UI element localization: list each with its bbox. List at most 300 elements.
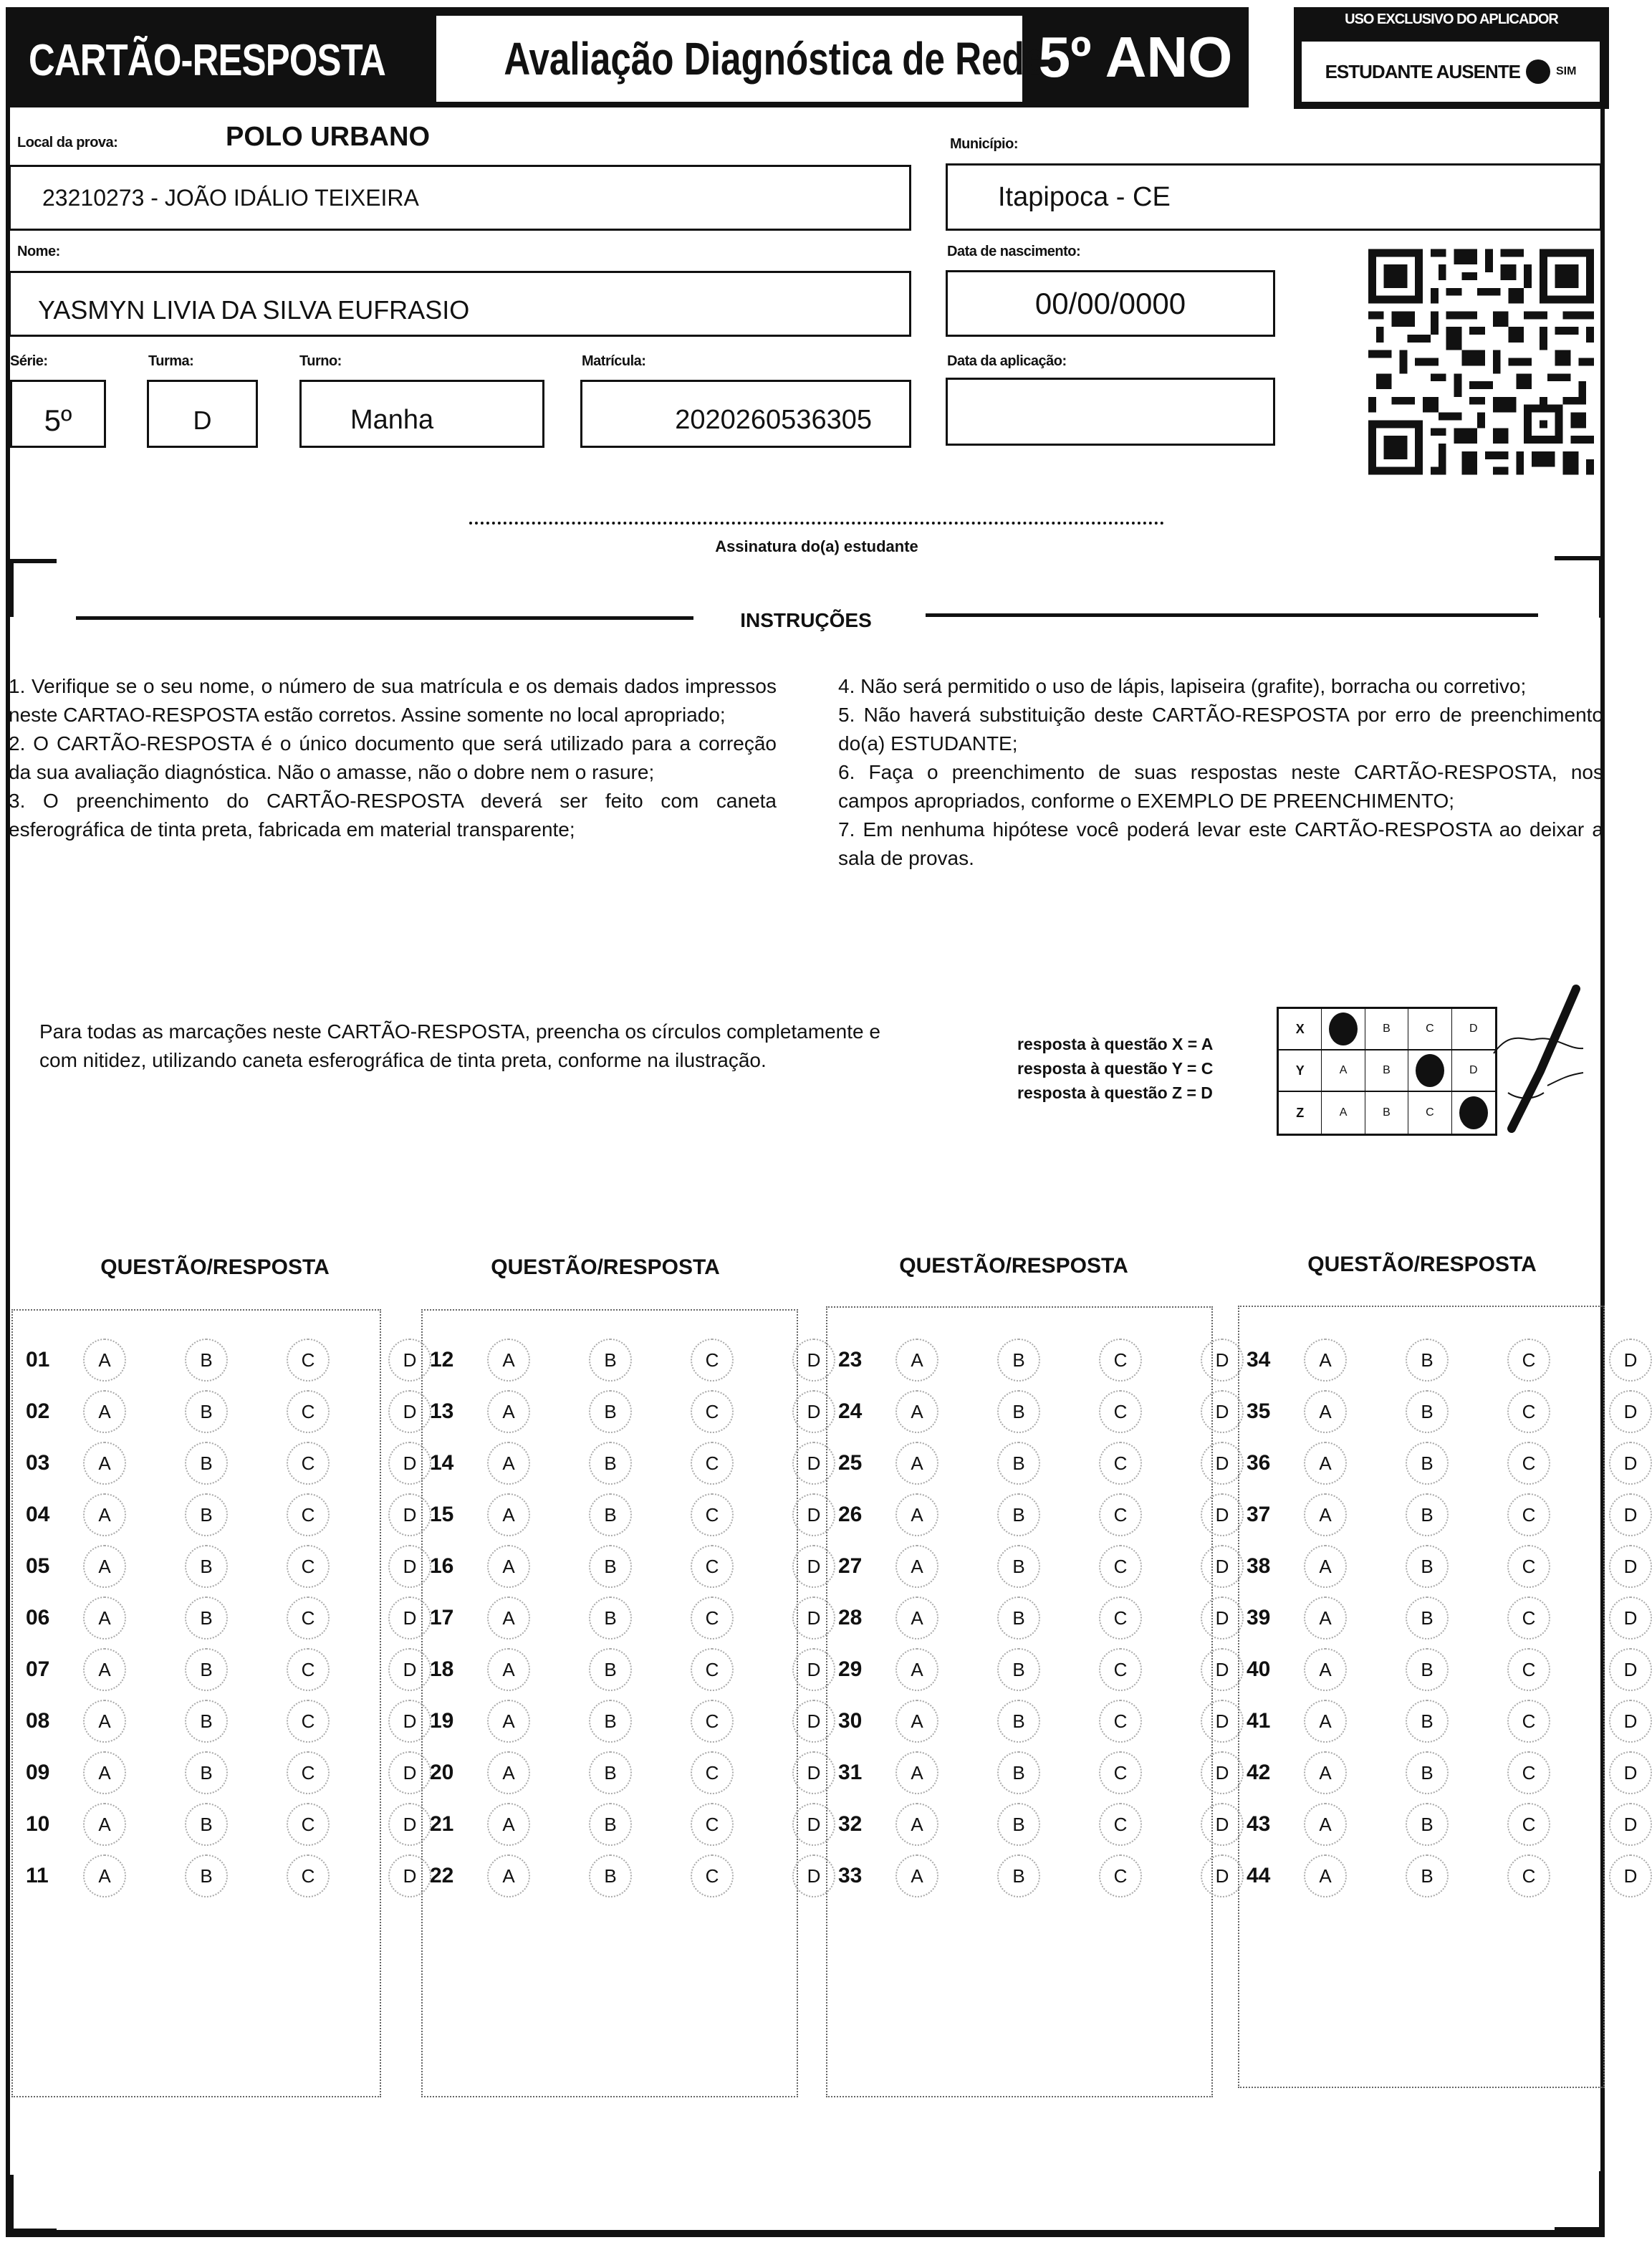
answer-bubble-c[interactable]: C: [691, 1803, 734, 1846]
answer-bubble-b[interactable]: B: [589, 1339, 632, 1382]
question-number: 44: [1247, 1864, 1271, 1887]
nome-field: [9, 271, 911, 337]
answer-bubble-a[interactable]: A: [487, 1854, 530, 1897]
example-bubble-filled: [1408, 1050, 1451, 1092]
signature-line[interactable]: [469, 522, 1164, 525]
instruction-item: 7. Em nenhuma hipótese você poderá levar este CARTÃO-RESPOSTA ao deixar a sala de provas.: [838, 818, 1603, 869]
answer-bubble-a[interactable]: A: [487, 1597, 530, 1640]
answer-bubble-b[interactable]: B: [589, 1803, 632, 1846]
answer-bubble-c[interactable]: C: [287, 1339, 330, 1382]
answer-bubble-a[interactable]: A: [1304, 1700, 1347, 1743]
answer-bubble-a[interactable]: A: [895, 1648, 938, 1691]
answer-bubble-d[interactable]: D: [1609, 1648, 1652, 1691]
answer-bubble-d[interactable]: D: [792, 1803, 835, 1846]
answer-bubble-b[interactable]: B: [185, 1339, 228, 1382]
answer-bubble-b[interactable]: B: [185, 1803, 228, 1846]
answer-bubble-b[interactable]: B: [1406, 1751, 1449, 1794]
question-number: 35: [1247, 1399, 1271, 1423]
card-title: CARTÃO-RESPOSTA: [29, 36, 385, 85]
question-number: 13: [430, 1399, 454, 1423]
answer-row: [838, 1854, 1244, 1897]
answer-bubble-a[interactable]: A: [83, 1648, 126, 1691]
answer-bubble-c[interactable]: C: [287, 1648, 330, 1691]
answer-bubble-b[interactable]: B: [997, 1751, 1040, 1794]
answer-row: [838, 1700, 1244, 1743]
answer-bubble-c[interactable]: C: [1099, 1597, 1142, 1640]
example-row-label: X: [1279, 1009, 1322, 1050]
answer-bubble-b[interactable]: B: [1406, 1390, 1449, 1433]
answer-bubble-d[interactable]: D: [1609, 1597, 1652, 1640]
answer-bubble-c[interactable]: C: [691, 1390, 734, 1433]
answer-bubble-c[interactable]: C: [1507, 1545, 1550, 1588]
instruction-item: 1. Verifique se o seu nome, o número de sua matrícula e os demais dados impressos neste CARTAO-RESPOSTA estão corretos. Assine somente no local apropriado;: [9, 675, 777, 726]
answer-bubble-a[interactable]: A: [83, 1442, 126, 1485]
answer-bubble-b[interactable]: B: [1406, 1648, 1449, 1691]
question-number: 06: [26, 1606, 50, 1629]
answer-bubble-a[interactable]: A: [83, 1597, 126, 1640]
school-field: [9, 165, 911, 231]
example-bubble: B: [1365, 1092, 1408, 1134]
answer-bubble-a[interactable]: A: [83, 1803, 126, 1846]
question-number: 29: [838, 1657, 863, 1681]
answer-bubble-d[interactable]: D: [792, 1648, 835, 1691]
answer-bubble-a[interactable]: A: [487, 1803, 530, 1846]
evaluation-title-box: [435, 14, 1045, 103]
example-row-label: Z: [1279, 1092, 1322, 1134]
answer-bubble-c[interactable]: C: [287, 1442, 330, 1485]
answer-bubble-d[interactable]: D: [792, 1854, 835, 1897]
answer-bubble-d[interactable]: D: [1201, 1442, 1244, 1485]
answer-bubble-c[interactable]: C: [1099, 1803, 1142, 1846]
answer-bubble-c[interactable]: C: [691, 1597, 734, 1640]
answer-bubble-b[interactable]: B: [997, 1442, 1040, 1485]
answer-bubble-d[interactable]: D: [1201, 1493, 1244, 1536]
instructions-left-column: [9, 672, 777, 844]
question-number: 31: [838, 1761, 863, 1784]
answer-bubble-c[interactable]: C: [287, 1493, 330, 1536]
question-number: 04: [26, 1503, 50, 1526]
question-number: 27: [838, 1554, 863, 1578]
corner-mark-top-right: [1555, 556, 1603, 618]
matricula-field: [580, 380, 911, 448]
answer-bubble-d[interactable]: D: [1201, 1648, 1244, 1691]
answer-bubble-d[interactable]: D: [388, 1854, 431, 1897]
answer-bubble-d[interactable]: D: [388, 1700, 431, 1743]
instruction-item: 2. O CARTÃO-RESPOSTA é o único documento que será utilizado para a correção da sua avaliação diagnóstica. Não o amasse, não o dobre nem o rasure;: [9, 732, 777, 783]
answer-bubble-b[interactable]: B: [185, 1597, 228, 1640]
example-answer-z: resposta à questão Z = D: [1017, 1083, 1213, 1102]
answer-bubble-c[interactable]: C: [691, 1854, 734, 1897]
answer-bubble-d[interactable]: D: [388, 1390, 431, 1433]
answer-bubble-b[interactable]: B: [185, 1700, 228, 1743]
applicator-title: USO EXCLUSIVO DO APLICADOR: [1345, 11, 1558, 27]
answer-bubble-c[interactable]: C: [1099, 1854, 1142, 1897]
example-bubble: A: [1322, 1050, 1365, 1092]
answer-bubble-c[interactable]: C: [1099, 1339, 1142, 1382]
question-number: 26: [838, 1503, 863, 1526]
answer-bubble-d[interactable]: D: [1201, 1751, 1244, 1794]
turma-field: [147, 380, 258, 448]
answer-bubble-b[interactable]: B: [589, 1493, 632, 1536]
question-number: 37: [1247, 1503, 1271, 1526]
answer-row: [1247, 1339, 1652, 1382]
answer-bubble-c[interactable]: C: [1507, 1854, 1550, 1897]
answer-bubble-d[interactable]: D: [1201, 1390, 1244, 1433]
answer-bubble-c[interactable]: C: [287, 1803, 330, 1846]
answer-bubble-b[interactable]: B: [1406, 1442, 1449, 1485]
answer-bubble-b[interactable]: B: [185, 1854, 228, 1897]
answer-bubble-c[interactable]: C: [691, 1545, 734, 1588]
answer-bubble-b[interactable]: B: [589, 1854, 632, 1897]
answer-bubble-b[interactable]: B: [589, 1648, 632, 1691]
answer-bubble-c[interactable]: C: [1099, 1390, 1142, 1433]
answer-row: [1247, 1442, 1652, 1485]
answer-row: [26, 1854, 431, 1897]
municipio-value: Itapipoca - CE: [998, 181, 1171, 212]
answer-row: [838, 1390, 1244, 1433]
answer-bubble-a[interactable]: A: [1304, 1854, 1347, 1897]
answer-bubble-b[interactable]: B: [1406, 1803, 1449, 1846]
answer-bubble-a[interactable]: A: [895, 1854, 938, 1897]
answer-bubble-b[interactable]: B: [589, 1700, 632, 1743]
answer-bubble-c[interactable]: C: [1099, 1442, 1142, 1485]
answer-bubble-a[interactable]: A: [487, 1339, 530, 1382]
answer-bubble-a[interactable]: A: [487, 1700, 530, 1743]
answer-bubble-c[interactable]: C: [1099, 1493, 1142, 1536]
answer-bubble-a[interactable]: A: [1304, 1339, 1347, 1382]
answer-bubble-d[interactable]: D: [1609, 1700, 1652, 1743]
example-answer-y: resposta à questão Y = C: [1017, 1059, 1214, 1078]
answer-bubble-d[interactable]: D: [388, 1648, 431, 1691]
answer-bubble-d[interactable]: D: [1609, 1442, 1652, 1485]
answer-row: [430, 1390, 835, 1433]
answer-bubble-d[interactable]: D: [1609, 1339, 1652, 1382]
answer-bubble-b[interactable]: B: [997, 1545, 1040, 1588]
answer-bubble-b[interactable]: B: [589, 1390, 632, 1433]
answer-bubble-d[interactable]: D: [792, 1442, 835, 1485]
answer-row: [838, 1339, 1244, 1382]
answer-bubble-c[interactable]: C: [1507, 1803, 1550, 1846]
answer-bubble-b[interactable]: B: [997, 1648, 1040, 1691]
answer-row: [26, 1493, 431, 1536]
answer-bubble-c[interactable]: C: [1099, 1648, 1142, 1691]
answer-bubble-c[interactable]: C: [1099, 1751, 1142, 1794]
serie-value: 5º: [44, 403, 72, 437]
municipio-field: [946, 163, 1602, 231]
answer-bubble-b[interactable]: B: [997, 1854, 1040, 1897]
answer-row: [430, 1493, 835, 1536]
question-number: 01: [26, 1348, 50, 1372]
answer-bubble-b[interactable]: B: [185, 1648, 228, 1691]
answer-bubble-a[interactable]: A: [1304, 1545, 1347, 1588]
answer-bubble-b[interactable]: B: [185, 1442, 228, 1485]
matricula-value: 2020260536305: [675, 405, 872, 435]
question-number: 25: [838, 1451, 863, 1475]
turno-field: [299, 380, 544, 448]
question-number: 24: [838, 1399, 863, 1423]
answer-bubble-a[interactable]: A: [83, 1545, 126, 1588]
question-number: 17: [430, 1606, 454, 1629]
answer-bubble-c[interactable]: C: [287, 1854, 330, 1897]
turma-label: Turma:: [148, 353, 194, 369]
question-number: 12: [430, 1348, 454, 1372]
answer-bubble-a[interactable]: A: [83, 1700, 126, 1743]
answer-bubble-b[interactable]: B: [589, 1751, 632, 1794]
answer-bubble-d[interactable]: D: [792, 1597, 835, 1640]
example-bubble: C: [1408, 1092, 1451, 1134]
answer-bubble-d[interactable]: D: [388, 1597, 431, 1640]
answer-bubble-a[interactable]: A: [895, 1545, 938, 1588]
absent-student-label: ESTUDANTE AUSENTE: [1325, 60, 1520, 82]
nascimento-label: Data de nascimento:: [947, 244, 1081, 259]
answer-bubble-a[interactable]: A: [1304, 1751, 1347, 1794]
answer-bubble-a[interactable]: A: [487, 1442, 530, 1485]
answer-bubble-c[interactable]: C: [1507, 1597, 1550, 1640]
question-number: 33: [838, 1864, 863, 1887]
answer-bubble-b[interactable]: B: [589, 1545, 632, 1588]
answer-bubble-c[interactable]: C: [1099, 1545, 1142, 1588]
absent-student-box: [1300, 40, 1601, 103]
instructions-right-column: [838, 672, 1603, 873]
answer-bubble-b[interactable]: B: [185, 1545, 228, 1588]
serie-label: Série:: [10, 353, 48, 369]
aplicacao-label: Data da aplicação:: [947, 353, 1067, 369]
answer-bubble-b[interactable]: B: [1406, 1700, 1449, 1743]
answer-row: [1247, 1545, 1652, 1588]
question-number: 16: [430, 1554, 454, 1578]
turno-value: Manha: [350, 405, 434, 435]
answer-bubble-b[interactable]: B: [589, 1442, 632, 1485]
answer-bubble-d[interactable]: D: [792, 1493, 835, 1536]
answer-bubble-d[interactable]: D: [792, 1700, 835, 1743]
answer-bubble-d[interactable]: D: [792, 1390, 835, 1433]
answer-bubble-d[interactable]: D: [388, 1545, 431, 1588]
answer-bubble-d[interactable]: D: [1201, 1803, 1244, 1846]
answer-row: [430, 1648, 835, 1691]
corner-mark-bottom-left: [10, 2175, 57, 2234]
answer-bubble-d[interactable]: D: [1201, 1700, 1244, 1743]
answer-bubble-d[interactable]: D: [1201, 1597, 1244, 1640]
answer-bubble-b[interactable]: B: [997, 1390, 1040, 1433]
answer-bubble-d[interactable]: D: [1201, 1854, 1244, 1897]
answer-bubble-d[interactable]: D: [388, 1751, 431, 1794]
turno-label: Turno:: [299, 353, 342, 369]
answer-bubble-b[interactable]: B: [997, 1493, 1040, 1536]
answer-bubble-b[interactable]: B: [1406, 1854, 1449, 1897]
instruction-item: 5. Não haverá substituição deste CARTÃO-RESPOSTA por erro de preenchimento do(a) ESTUDANTE;: [838, 704, 1603, 755]
local-value: POLO URBANO: [226, 122, 430, 152]
answer-bubble-a[interactable]: A: [1304, 1493, 1347, 1536]
answer-row: [838, 1648, 1244, 1691]
answer-bubble-c[interactable]: C: [1507, 1390, 1550, 1433]
answer-bubble-c[interactable]: C: [1507, 1648, 1550, 1691]
answer-bubble-c[interactable]: C: [691, 1493, 734, 1536]
answer-bubble-b[interactable]: B: [1406, 1545, 1449, 1588]
answer-bubble-a[interactable]: A: [83, 1854, 126, 1897]
answer-row: [1247, 1751, 1652, 1794]
answer-row: [838, 1751, 1244, 1794]
answer-bubble-c[interactable]: C: [1507, 1339, 1550, 1382]
answer-bubble-b[interactable]: B: [185, 1493, 228, 1536]
answer-bubble-c[interactable]: C: [691, 1339, 734, 1382]
question-number: 03: [26, 1451, 50, 1475]
example-bubble: A: [1322, 1092, 1365, 1134]
answer-bubble-d[interactable]: D: [1609, 1493, 1652, 1536]
answer-bubble-a[interactable]: A: [487, 1751, 530, 1794]
question-number: 07: [26, 1657, 50, 1681]
answer-bubble-c[interactable]: C: [287, 1751, 330, 1794]
signature-label: Assinatura do(a) estudante: [715, 537, 918, 555]
matricula-label: Matrícula:: [582, 353, 646, 369]
answer-bubble-a[interactable]: A: [487, 1390, 530, 1433]
answer-bubble-a[interactable]: A: [487, 1493, 530, 1536]
answer-row: [430, 1854, 835, 1897]
question-number: 21: [430, 1812, 454, 1836]
grade-year: 5º ANO: [1038, 25, 1233, 89]
answer-bubble-c[interactable]: C: [287, 1390, 330, 1433]
answer-bubble-c[interactable]: C: [287, 1700, 330, 1743]
answer-bubble-b[interactable]: B: [1406, 1493, 1449, 1536]
nome-label: Nome:: [17, 244, 60, 259]
answer-row: [1247, 1854, 1652, 1897]
answer-row: [1247, 1803, 1652, 1846]
absent-bubble[interactable]: [1526, 59, 1550, 84]
answer-row: [838, 1803, 1244, 1846]
answer-bubble-a[interactable]: A: [83, 1339, 126, 1382]
answer-bubble-d[interactable]: D: [792, 1339, 835, 1382]
example-bubble: D: [1452, 1009, 1495, 1050]
answer-bubble-a[interactable]: A: [487, 1545, 530, 1588]
question-number: 08: [26, 1709, 50, 1733]
answer-bubble-b[interactable]: B: [185, 1390, 228, 1433]
answer-bubble-b[interactable]: B: [997, 1339, 1040, 1382]
example-fill-grid: [1277, 1007, 1497, 1136]
answer-bubble-a[interactable]: A: [83, 1390, 126, 1433]
answer-bubble-a[interactable]: A: [83, 1751, 126, 1794]
answer-row: [26, 1545, 431, 1588]
answer-bubble-a[interactable]: A: [895, 1442, 938, 1485]
question-number: 14: [430, 1451, 454, 1475]
example-bubble-filled: [1322, 1009, 1365, 1050]
answer-bubble-d[interactable]: D: [792, 1545, 835, 1588]
answer-bubble-d[interactable]: D: [1609, 1545, 1652, 1588]
answer-bubble-d[interactable]: D: [1201, 1545, 1244, 1588]
answer-bubble-b[interactable]: B: [997, 1700, 1040, 1743]
answer-row: [26, 1390, 431, 1433]
answer-bubble-a[interactable]: A: [895, 1493, 938, 1536]
answer-bubble-d[interactable]: D: [388, 1442, 431, 1485]
answer-bubble-a[interactable]: A: [487, 1648, 530, 1691]
question-number: 23: [838, 1348, 863, 1372]
question-number: 02: [26, 1399, 50, 1423]
answer-row: [1247, 1493, 1652, 1536]
answer-bubble-a[interactable]: A: [895, 1339, 938, 1382]
instructions-rule-right: [926, 613, 1538, 617]
answer-bubble-d[interactable]: D: [1609, 1751, 1652, 1794]
answer-row: [26, 1339, 431, 1382]
answer-bubble-c[interactable]: C: [1507, 1700, 1550, 1743]
answer-bubble-d[interactable]: D: [1609, 1390, 1652, 1433]
evaluation-title: Avaliação Diagnóstica de Rede: [504, 33, 1045, 85]
answer-bubble-a[interactable]: A: [895, 1700, 938, 1743]
answer-row: [26, 1700, 431, 1743]
answer-bubble-a[interactable]: A: [1304, 1803, 1347, 1846]
corner-mark-bottom-right: [1555, 2171, 1603, 2233]
answer-bubble-c[interactable]: C: [691, 1442, 734, 1485]
answer-bubble-a[interactable]: A: [895, 1803, 938, 1846]
answer-bubble-c[interactable]: C: [287, 1597, 330, 1640]
answer-bubble-a[interactable]: A: [1304, 1648, 1347, 1691]
answer-row: [26, 1597, 431, 1640]
answer-bubble-b[interactable]: B: [1406, 1597, 1449, 1640]
instructions-title: INSTRUÇÕES: [740, 609, 872, 631]
answer-bubble-c[interactable]: C: [691, 1648, 734, 1691]
answer-row: [430, 1545, 835, 1588]
answer-bubble-b[interactable]: B: [1406, 1339, 1449, 1382]
question-number: 30: [838, 1709, 863, 1733]
example-bubble: B: [1365, 1009, 1408, 1050]
question-number: 38: [1247, 1554, 1271, 1578]
answer-bubble-a[interactable]: A: [1304, 1390, 1347, 1433]
instruction-item: 4. Não será permitido o uso de lápis, lapiseira (grafite), borracha ou corretivo;: [838, 675, 1527, 697]
question-number: 42: [1247, 1761, 1271, 1784]
answer-bubble-d[interactable]: D: [1201, 1339, 1244, 1382]
answer-bubble-c[interactable]: C: [287, 1545, 330, 1588]
question-number: 28: [838, 1606, 863, 1629]
aplicacao-field[interactable]: [946, 378, 1275, 446]
answer-bubble-d[interactable]: D: [1609, 1854, 1652, 1897]
answer-bubble-a[interactable]: A: [83, 1493, 126, 1536]
example-answer-x: resposta à questão X = A: [1017, 1035, 1214, 1053]
answer-row: [430, 1597, 835, 1640]
question-number: 22: [430, 1864, 454, 1887]
answer-column-header: QUESTÃO/RESPOSTA: [491, 1255, 720, 1279]
answer-bubble-a[interactable]: A: [895, 1597, 938, 1640]
answer-bubble-d[interactable]: D: [388, 1803, 431, 1846]
answer-bubble-d[interactable]: D: [388, 1493, 431, 1536]
question-number: 43: [1247, 1812, 1271, 1836]
answer-bubble-c[interactable]: C: [691, 1700, 734, 1743]
answer-bubble-d[interactable]: D: [1609, 1803, 1652, 1846]
serie-field: [10, 380, 106, 448]
answer-row: [430, 1700, 835, 1743]
question-number: 36: [1247, 1451, 1271, 1475]
answer-bubble-a[interactable]: A: [895, 1751, 938, 1794]
answer-bubble-b[interactable]: B: [185, 1751, 228, 1794]
answer-bubble-b[interactable]: B: [997, 1803, 1040, 1846]
answer-bubble-c[interactable]: C: [691, 1751, 734, 1794]
question-number: 39: [1247, 1606, 1271, 1629]
answer-bubble-b[interactable]: B: [589, 1597, 632, 1640]
answer-row: [430, 1751, 835, 1794]
answer-row: [430, 1339, 835, 1382]
answer-bubble-c[interactable]: C: [1507, 1751, 1550, 1794]
municipio-label: Município:: [950, 136, 1018, 152]
answer-bubble-a[interactable]: A: [1304, 1597, 1347, 1640]
answer-bubble-a[interactable]: A: [1304, 1442, 1347, 1485]
answer-column-header: QUESTÃO/RESPOSTA: [100, 1255, 330, 1279]
answer-bubble-c[interactable]: C: [1507, 1442, 1550, 1485]
answer-bubble-d[interactable]: D: [792, 1751, 835, 1794]
answer-row: [1247, 1597, 1652, 1640]
answer-bubble-a[interactable]: A: [895, 1390, 938, 1433]
answer-bubble-c[interactable]: C: [1099, 1700, 1142, 1743]
answer-bubble-d[interactable]: D: [388, 1339, 431, 1382]
answer-bubble-b[interactable]: B: [997, 1597, 1040, 1640]
answer-row: [838, 1442, 1244, 1485]
example-bubble: C: [1408, 1009, 1451, 1050]
answer-bubble-c[interactable]: C: [1507, 1493, 1550, 1536]
